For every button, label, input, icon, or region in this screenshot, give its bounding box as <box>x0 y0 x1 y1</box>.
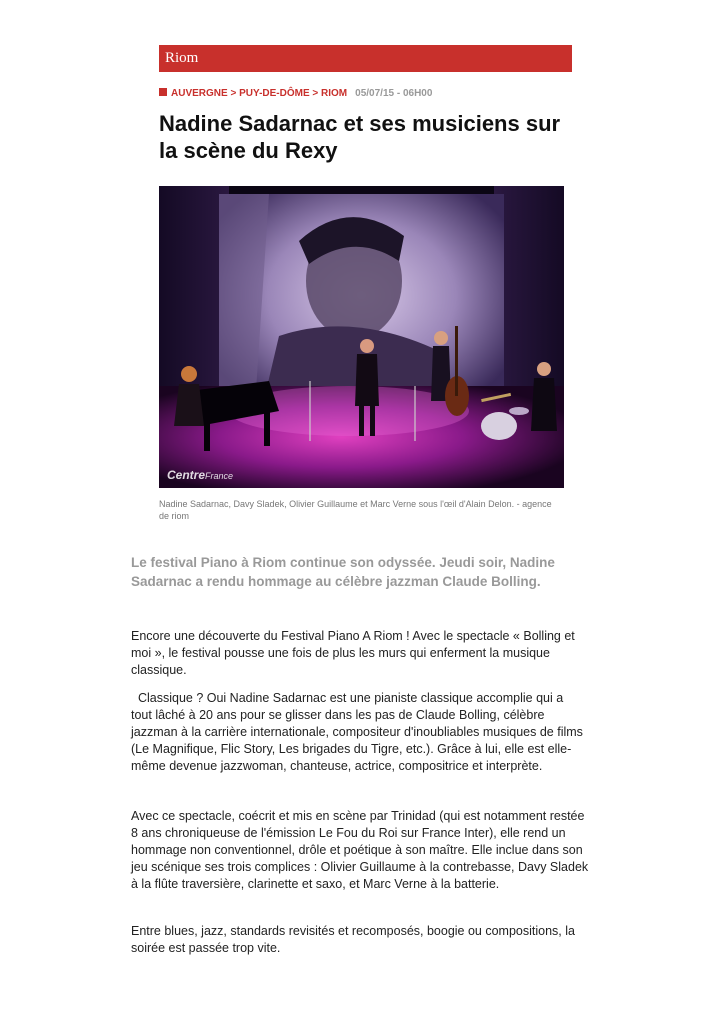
article-lead: Le festival Piano à Riom continue son odyssée. Jeudi soir, Nadine Sadarnac a rendu hommage au célèbre jazzman Claude Bolling. <box>131 555 555 589</box>
article-paragraph: Avec ce spectacle, coécrit et mis en scène par Trinidad (qui est notamment restée 8 ans chroniqueuse de l'émission Le Fou du Roi sur France Inter), elle rend un hommage non conventionnel, drôle et poétique à son maître. Elle inclue dans son jeu scénique ses trois complices : Olivier Guillaume à la contrebasse, Davy Sladek à la flûte traversière, clarinette et saxo, et Marc Verne à la batterie. <box>131 809 589 891</box>
section-title[interactable]: Riom <box>165 50 199 66</box>
article-photo <box>159 186 564 488</box>
publish-date: 05/07/15 - 06H00 <box>355 88 433 99</box>
watermark-text: Centre <box>167 468 206 482</box>
watermark-small-text: France <box>205 471 234 481</box>
breadcrumb[interactable]: AUVERGNE > PUY-DE-DÔME > RIOM <box>171 88 348 99</box>
photo-watermark <box>167 468 233 482</box>
red-square-icon <box>159 88 167 96</box>
concert-photo-illustration <box>159 186 564 488</box>
article-paragraph: Classique ? Oui Nadine Sadarnac est une pianiste classique accomplie qui a tout lâché à 20 ans pour se glisser dans les pas de Claude Bolling, célèbre jazzman à la carrière internationale, compositeur d'inoubliables musiques de films (Le Magnifique, Flic Story, Les brigades du Tigre, etc.). Grâce à lui, elle est elle-même devenue jazzwoman, chanteuse, actrice, compositrice et interprète. <box>131 691 587 773</box>
article-title: Nadine Sadarnac et ses musiciens sur la scène du Rexy <box>159 111 561 163</box>
article-paragraph: Entre blues, jazz, standards revisités et recomposés, boogie ou compositions, la soirée est passée trop vite. <box>131 924 575 955</box>
photo-caption: Nadine Sadarnac, Davy Sladek, Olivier Guillaume et Marc Verne sous l'œil d'Alain Delon. - agence de riom <box>159 499 552 521</box>
section-banner[interactable] <box>159 45 572 72</box>
article-paragraph: Encore une découverte du Festival Piano A Riom ! Avec le spectacle « Bolling et moi », le festival pousse une fois de plus les murs qui enferment la musique classique. <box>131 629 575 677</box>
article-meta <box>159 87 432 101</box>
